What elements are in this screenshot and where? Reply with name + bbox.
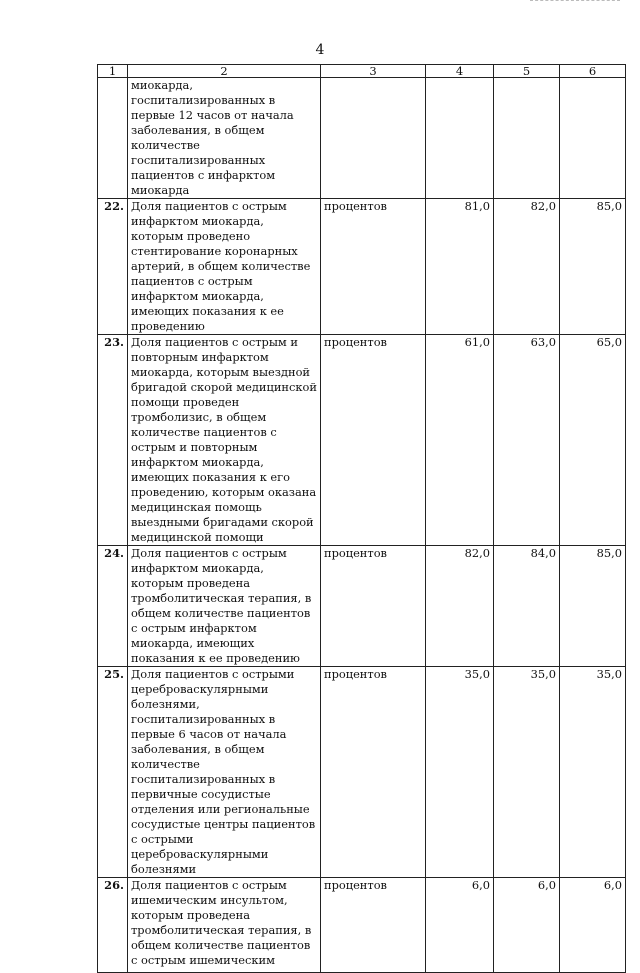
table-row (98, 199, 626, 335)
unit-cell: процентов (321, 878, 426, 973)
value-col4: 35,0 (426, 667, 494, 878)
unit-cell: процентов (321, 667, 426, 878)
value-col5: 6,0 (494, 878, 560, 973)
value-col5 (494, 78, 560, 199)
value-col4: 82,0 (426, 546, 494, 667)
value-col6 (560, 78, 626, 199)
value-col6: 6,0 (560, 878, 626, 973)
indicator-description: Доля пациентов с острым и повторным инфарктом миокарда, которым выездной бригадой скорой медицинской помощи проведен тромболизис, в общем количестве пациентов с острым и повторным инфарктом миокарда, имеющих показания к его проведению, которым оказана медицинская помощь выездными бригадами скорой медицинской помощи (128, 335, 321, 546)
page-number: 4 (315, 42, 325, 58)
unit-cell: процентов (321, 335, 426, 546)
column-header: 2 (128, 65, 321, 78)
value-col5: 63,0 (494, 335, 560, 546)
table-row (98, 878, 626, 973)
value-col6: 65,0 (560, 335, 626, 546)
value-col4: 81,0 (426, 199, 494, 335)
indicator-description: миокарда, госпитализированных в первые 12 часов от начала заболевания, в общем количестве госпитализированных пациентов с инфарктом миокарда (128, 78, 321, 199)
row-number: 23. (98, 335, 128, 546)
indicators-table (97, 64, 626, 973)
column-header: 5 (494, 65, 560, 78)
value-col6: 85,0 (560, 199, 626, 335)
column-header: 6 (560, 65, 626, 78)
row-number (98, 78, 128, 199)
table-row (98, 335, 626, 546)
indicator-description: Доля пациентов с острым инфарктом миокарда, которым проведена тромболитическая терапия, в общем количестве пациентов с острым инфарктом миокарда, имеющих показания к ее проведению (128, 546, 321, 667)
value-col6: 85,0 (560, 546, 626, 667)
table-row (98, 546, 626, 667)
indicator-description: Доля пациентов с острыми цереброваскулярными болезнями, госпитализированных в первые 6 часов от начала заболевания, в общем количестве госпитализированных в первичные сосудистые отделения или региональные сосудистые центры пациентов с острыми цереброваскулярными болезнями (128, 667, 321, 878)
column-header: 3 (321, 65, 426, 78)
unit-cell: процентов (321, 199, 426, 335)
row-number: 26. (98, 878, 128, 973)
column-header: 1 (98, 65, 128, 78)
scan-artifact (530, 0, 620, 3)
indicator-description: Доля пациентов с острым ишемическим инсультом, которым проведена тромболитическая терапия, в общем количестве пациентов с острым ишемическим (128, 878, 321, 973)
unit-cell: процентов (321, 546, 426, 667)
value-col5: 82,0 (494, 199, 560, 335)
table-header-row (98, 65, 626, 78)
unit-cell (321, 78, 426, 199)
value-col6: 35,0 (560, 667, 626, 878)
value-col4 (426, 78, 494, 199)
table-row (98, 78, 626, 199)
value-col4: 6,0 (426, 878, 494, 973)
row-number: 24. (98, 546, 128, 667)
table-row (98, 667, 626, 878)
value-col4: 61,0 (426, 335, 494, 546)
row-number: 25. (98, 667, 128, 878)
indicator-description: Доля пациентов с острым инфарктом миокарда, которым проведено стентирование коронарных артерий, в общем количестве пациентов с острым инфарктом миокарда, имеющих показания к ее проведению (128, 199, 321, 335)
row-number: 22. (98, 199, 128, 335)
value-col5: 84,0 (494, 546, 560, 667)
value-col5: 35,0 (494, 667, 560, 878)
column-header: 4 (426, 65, 494, 78)
